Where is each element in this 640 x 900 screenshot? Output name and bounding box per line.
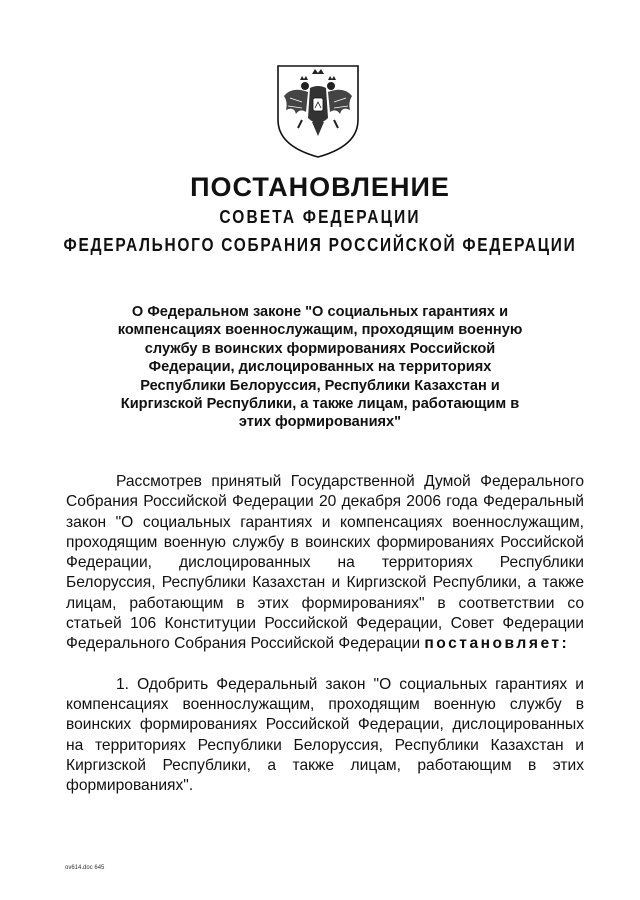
- file-code: ov614.doc 645: [65, 865, 105, 871]
- document-title: ПОСТАНОВЛЕНИЕ: [190, 172, 450, 202]
- document-body: [66, 472, 584, 796]
- preamble-paragraph: [66, 472, 584, 655]
- decree-colon: :: [561, 635, 570, 653]
- coat-of-arms-icon: [272, 62, 364, 160]
- clause-1: 1. Одобрить Федеральный закон "О социальных гарантиях и компенсациях военнослужащим, проходящим военную службу в воинских формированиях Российской Федерации, дислоцированных на территориях Республики Белоруссия, Республики Казахстан и Киргизской Республики, а также лицам, работающим в этих формированиях".: [66, 675, 584, 795]
- preamble-text: Рассмотрев принятый Государственной Думой Федерального Собрания Российской Федерации 20 декабря 2006 года Федеральный закон "О социальных гарантиях и компенсациях военнослужащим, проходящим военную службу в воинских формированиях Российской Федерации, дислоцированных на территориях Республики Белоруссия, Республики Казахстан и Киргизской Республики, а также лицам, работающим в этих формированиях" в соответствии со статьей 106 Конституции Российской Федерации, Совет Федерации Федерального Собрания Российской Федерации: [66, 473, 584, 653]
- issuing-body: СОВЕТА ФЕДЕРАЦИИ: [219, 207, 421, 227]
- issuing-assembly: ФЕДЕРАЛЬНОГО СОБРАНИЯ РОССИЙСКОЙ ФЕДЕРАЦИИ: [63, 235, 577, 255]
- document-subject: О Федеральном законе "О социальных гарантиях и компенсациях военнослужащим, проходящим военную службу в воинских формированиях Российской Федерации, дислоцированных на территориях Республики Белоруссия, Республики Казахстан и Киргизской Республики, а также лицам, работающим в этих формированиях": [117, 304, 523, 431]
- decree-word: постановляет: [424, 635, 562, 653]
